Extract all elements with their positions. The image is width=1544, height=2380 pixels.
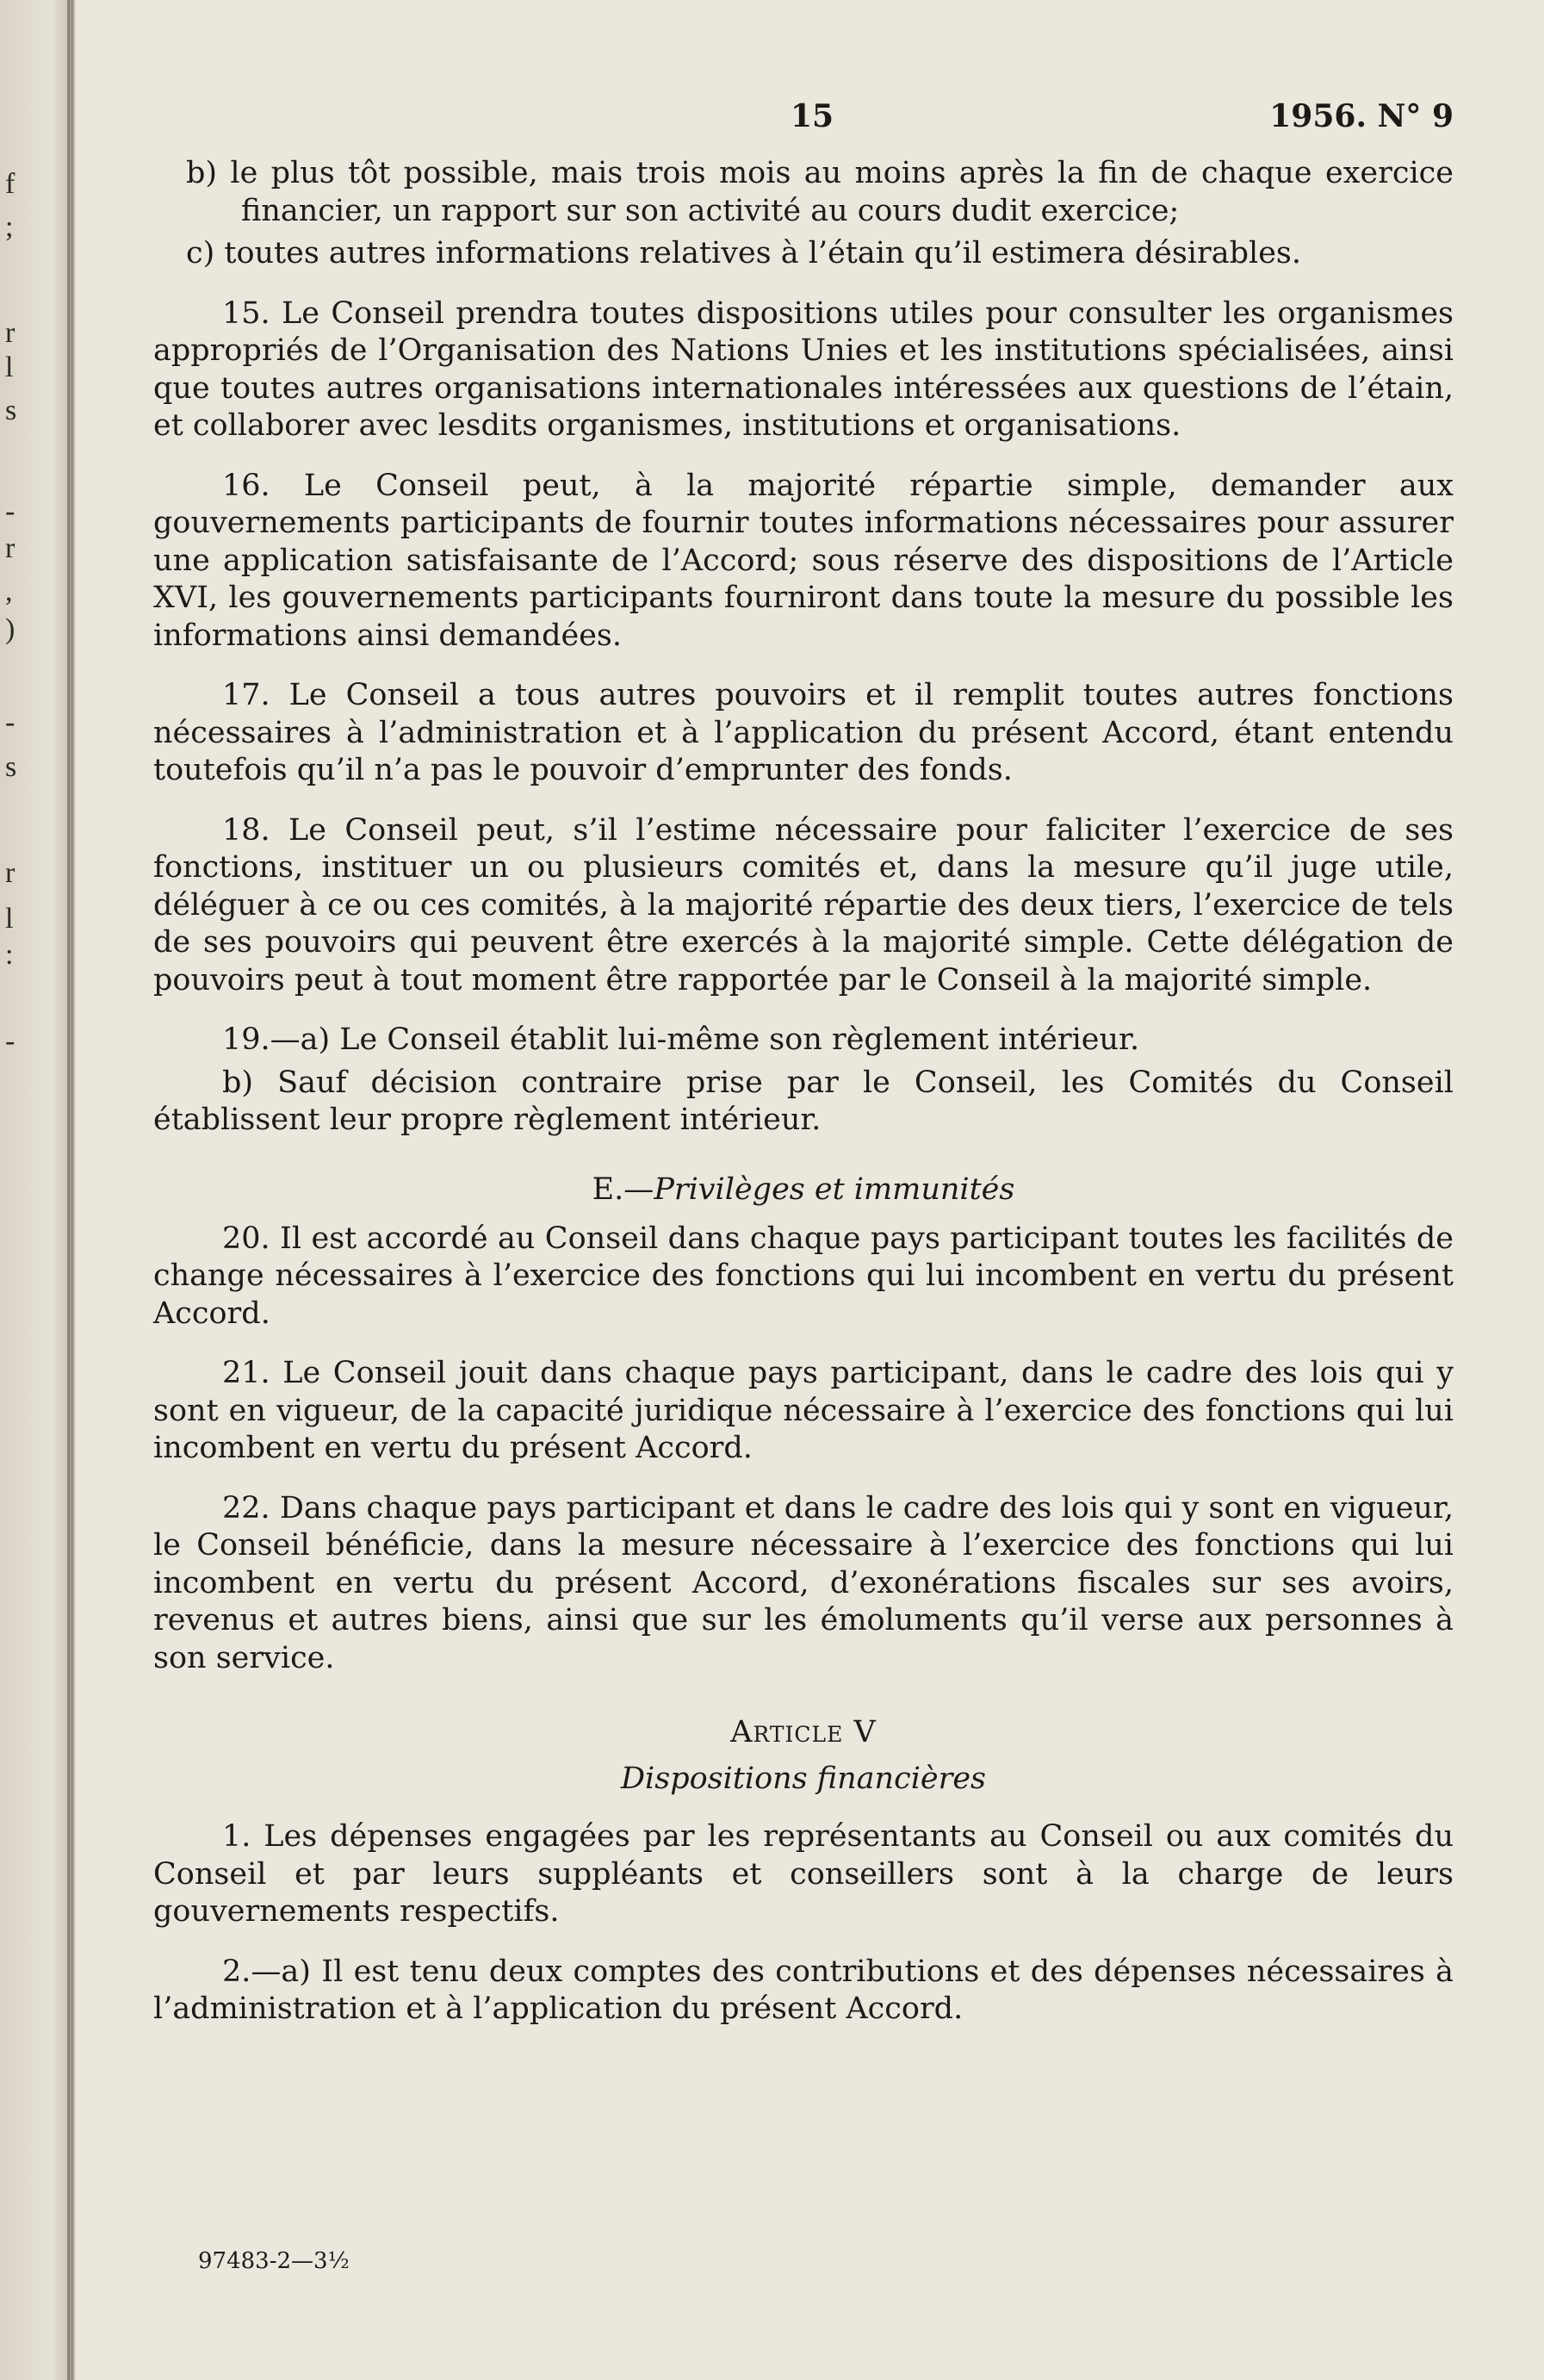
paragraph-20: 20. Il est accordé au Conseil dans chaque pays participant toutes les facilités de change nécessaires à l’exercice des fonctions qui lui incombent en vertu du présent Accord. [153,1221,1454,1331]
section-heading-e [153,1172,1454,1207]
margin-char: , [5,575,13,607]
page [153,86,1454,2029]
binding-fold-line [67,0,70,2380]
page-number: 15 [791,98,834,134]
margin-char: s [5,395,17,426]
gazette-reference: 1956. N° 9 [1269,98,1454,134]
page-header [153,86,1454,146]
paragraph-22: 22. Dans chaque pays participant et dans le cadre des lois qui y sont en vigueur, le Conseil bénéficie, dans la mesure nécessaire à l’exercice des fonctions qui lui incombent en vertu du présent Accord, d’exonérations fiscales sur ses avoirs, revenus et autres biens, ainsi que sur les émoluments qu’il verse aux personnes à son service. [153,1490,1454,1675]
paragraph-14b: b) le plus tôt possible, mais trois mois au moins après la fin de chaque exercice financier, un rapport sur son activité au cours dudit exercice; [186,156,1454,228]
margin-char: ) [5,613,16,645]
margin-char: l [5,903,14,935]
margin-char: - [5,495,16,527]
margin-char: : [5,939,14,971]
article-heading: Article V [730,1715,877,1749]
article-paragraph-1: 1. Les dépenses engagées par les représentants au Conseil ou aux comités du Conseil et par leurs suppléants et conseillers sont à la charge de leurs gouvernements respectifs. [153,1819,1454,1929]
margin-char: r [5,317,16,349]
margin-char: - [5,1025,16,1057]
paragraph-21: 21. Le Conseil jouit dans chaque pays participant, dans le cadre des lois qui y sont en vigueur, de la capacité juridique nécessaire à l’exercice des fonctions qui lui incombent en vertu du présent Accord. [153,1356,1454,1465]
section-title: Privilèges et immunités [654,1171,1015,1207]
paragraph-19a: 19.—a) Le Conseil établit lui-même son règlement intérieur. [222,1022,1140,1057]
margin-char: l [5,351,14,383]
margin-char: - [5,706,16,738]
paragraph-19b: b) Sauf décision contraire prise par le Conseil, les Comités du Conseil établissent leur propre règlement intérieur. [153,1065,1454,1137]
margin-char: f [5,168,16,200]
paragraph-15: 15. Le Conseil prendra toutes dispositions utiles pour consulter les organismes appropriés de l’Organisation des Nations Unies et les institutions spécialisées, ainsi que toutes autres organisations internationales intéressées aux questions de l’étain, et collaborer avec lesdits organismes, institutions et organisations. [153,295,1454,443]
section-label: E.— [592,1171,654,1207]
margin-char: r [5,857,16,889]
margin-char: ; [5,211,14,243]
article-paragraph-2a: 2.—a) Il est tenu deux comptes des contributions et des dépenses nécessaires à l’administration et à l’application du présent Accord. [153,1954,1454,2026]
margin-char: r [5,532,16,564]
article-subtitle: Dispositions financières [620,1762,987,1796]
paragraph-16: 16. Le Conseil peut, à la majorité répartie simple, demander aux gouvernements participants de fournir toutes informations nécessaires pour assurer une application satisfaisante de l’Accord; sous réserve des dispositions de l’Article XVI, les gouvernements participants fourniront dans toute la mesure du possible les informations ainsi demandées. [153,468,1454,653]
paragraph-18: 18. Le Conseil peut, s’il l’estime nécessaire pour faliciter l’exercice de ses fonctions, instituer un ou plusieurs comités et, dans la mesure qu’il juge utile, déléguer à ce ou ces comités, à la majorité répartie des deux tiers, l’exercice de tels de ses pouvoirs qui peuvent être exercés à la majorité simple. Cette délégation de pouvoirs peut à tout moment être rapportée par le Conseil à la majorité simple. [153,812,1454,997]
paragraph-14c: c) toutes autres informations relatives à l’étain qu’il estimera désirables. [186,236,1301,270]
margin-char: s [5,751,17,783]
paragraph-17: 17. Le Conseil a tous autres pouvoirs et il remplit toutes autres fonctions nécessaires à l’administration et à l’application du présent Accord, étant entendu toutefois qu’il n’a pas le pouvoir d’emprunter des fonds. [153,678,1454,787]
facing-page-margin [0,0,34,2380]
printer-reference: 97483-2—3½ [198,2248,350,2274]
